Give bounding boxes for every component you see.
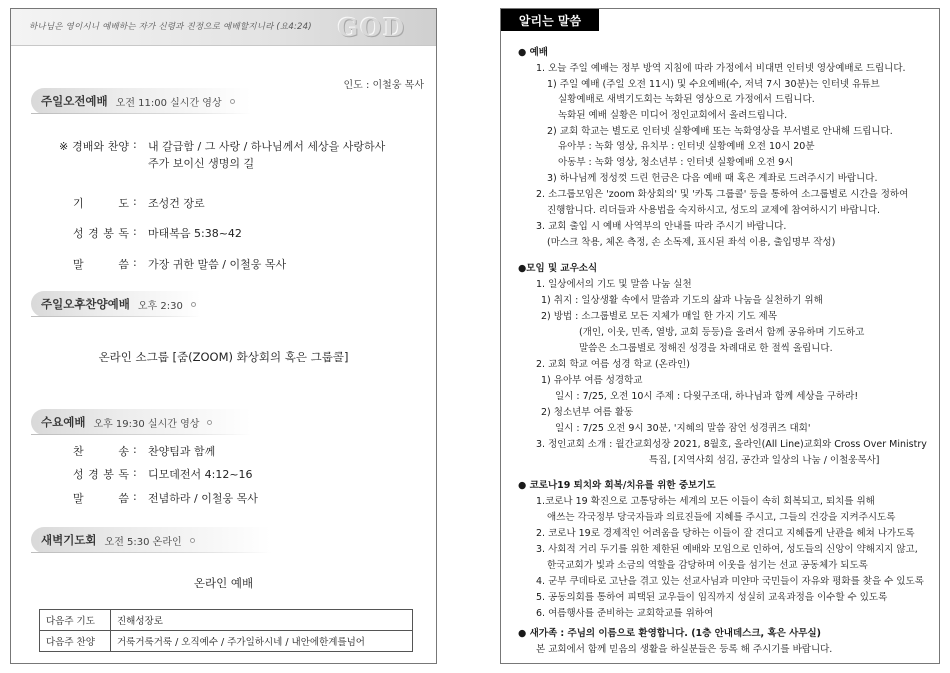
wednesday-section-bar xyxy=(31,409,251,435)
announcement-line: 일시 : 7/25, 오전 10시 주제 : 다윗구조대, 하나님과 함께 세상을 구하라! xyxy=(555,391,859,402)
dawn-online-note: 온라인 예배 xyxy=(193,576,254,590)
announcement-line: 2. 교회 학교 여름 성경 학교 (온라인) xyxy=(536,359,690,370)
announcement-line: 3) 하나님께 정성껏 드린 헌금은 다음 예배 때 혹은 계좌로 드려주시기 바랍니다. xyxy=(547,173,878,184)
sunday-morning-time: 오전 11:00 실시간 영상 xyxy=(115,97,222,109)
announcement-line: 5. 공동의회를 통하여 피택된 교우들이 임직까지 성실히 교육과정을 이수할 수 있도록 xyxy=(536,592,888,603)
wed-sermon-label: 말 씀 xyxy=(73,492,129,505)
section-underline xyxy=(31,113,251,114)
announcement-line: 3. 정인교회 소개 : 월간교회성장 2021, 8월호, 올라인(All Line)교회와 Cross Over Ministry xyxy=(536,439,927,450)
sermon-row: 말 씀 : 가장 귀한 말씀 / 이철웅 목사 xyxy=(73,256,287,271)
announcement-line: (마스크 착용, 체온 측정, 손 소독제, 표시된 좌석 이용, 출입명부 작성) xyxy=(547,237,836,248)
praise-songs: 내 갈급함 / 그 사랑 / 하나님께서 세상을 사랑하사 xyxy=(148,140,386,153)
section-dot-icon xyxy=(191,302,196,307)
announcement-line: 6. 여름행사를 준비하는 교회학교를 위하여 xyxy=(536,608,714,619)
sermon-label: 말 씀 xyxy=(73,258,129,271)
wed-hymn-label: 찬 송 xyxy=(73,445,129,458)
sunday-afternoon-title: 주일오후찬양예배 xyxy=(41,297,130,311)
praise-label: ※ 경배와 찬양 xyxy=(59,140,129,153)
wed-hymn-row: 찬 송 : 찬양팀과 함께 xyxy=(73,443,216,458)
scripture-value: 마태복음 5:38~42 xyxy=(148,227,242,240)
announcement-line: ●모임 및 교우소식 xyxy=(518,263,598,274)
scripture-row: 성 경 봉 독 : 마태복음 5:38~42 xyxy=(73,225,242,240)
dawn-section-bar xyxy=(31,527,271,553)
next-week-table xyxy=(39,609,413,652)
sunday-morning-title: 주일오전예배 xyxy=(41,94,108,108)
announcement-line: ● 새가족 : 주님의 이름으로 환영합니다. (1층 안내데스크, 혹은 사무실) xyxy=(518,628,821,639)
section-underline xyxy=(31,434,251,435)
wednesday-title: 수요예배 xyxy=(41,415,86,429)
announcement-line: 2) 방법 : 소그룹별로 모든 지체가 매일 한 가지 기도 제목 xyxy=(541,311,777,322)
announcement-line: 3. 사회적 거리 두기를 위한 제한된 예배와 모임으로 인하여, 성도들의 신앙이 약해지지 않고, xyxy=(536,544,918,555)
wed-sermon-value: 전념하라 / 이철웅 목사 xyxy=(148,492,258,505)
section-dot-icon xyxy=(190,538,195,543)
sermon-value: 가장 귀한 말씀 / 이철웅 목사 xyxy=(148,258,287,271)
worship-order-page xyxy=(10,8,437,664)
praise-songs-2: 주가 보이신 생명의 길 xyxy=(148,157,255,170)
prayer-label: 기 도 xyxy=(73,197,129,210)
worship-leader: 인도 : 이철웅 목사 xyxy=(343,80,424,91)
announcement-line: 진행합니다. 리더들과 사용법을 숙지하시고, 성도의 교제에 참여하시기 바랍니다. xyxy=(547,205,881,216)
wed-scripture-row: 성 경 봉 독 : 디모데전서 4:12~16 xyxy=(73,466,253,481)
announcement-line: 2. 코로나 19로 경제적인 어려움을 당하는 이들이 잘 견디고 지혜롭게 난관을 헤쳐 나가도록 xyxy=(536,528,915,539)
announcement-line: ● 예배 xyxy=(518,47,548,58)
dawn-title: 새벽기도회 xyxy=(41,533,97,547)
verse-banner xyxy=(11,9,436,46)
announcement-line: 본 교회에서 함께 믿음의 생활을 하실분들은 등록 해 주시기를 바랍니다. xyxy=(536,644,833,655)
wed-sermon-row: 말 씀 : 전념하라 / 이철웅 목사 xyxy=(73,490,258,505)
dawn-time: 오전 5:30 온라인 xyxy=(104,536,182,548)
announcements-page xyxy=(500,8,940,664)
announcement-line: 특집, [지역사회 섬김, 공간과 일상의 나눔 / 이철웅목사] xyxy=(649,455,880,466)
praise-row: ※ 경배와 찬양 : 내 갈급함 / 그 사랑 / 하나님께서 세상을 사랑하사 주가 보이신 생명의 길 xyxy=(59,138,386,170)
table-row xyxy=(40,610,413,631)
announcement-line: (개인, 이웃, 민족, 열방, 교회 등등)을 올려서 함께 공유하며 기도하고 xyxy=(579,327,865,338)
prayer-row: 기 도 : 조성건 장로 xyxy=(73,195,205,210)
announcement-line: 애쓰는 각국정부 당국자들과 의료진들에 지혜를 주시고, 그들의 건강을 지켜주시도록 xyxy=(547,512,896,523)
wed-hymn-value: 찬양팀과 함께 xyxy=(148,445,216,458)
section-dot-icon xyxy=(230,99,235,104)
announcement-line: 2) 교회 학교는 별도로 인터넷 실황예배 또는 녹화영상을 부서별로 안내해 드립니다. xyxy=(547,126,893,137)
announcement-line: 2. 소그룹모임은 'zoom 화상회의' 및 '카톡 그룹콜' 등을 통하여 소그룹별로 시간을 정하여 xyxy=(536,189,909,200)
announcement-line: 한국교회가 빛과 소금의 역할을 감당하며 이웃을 섬기는 선교 공동체가 되도록 xyxy=(547,560,868,571)
announcement-line: 2) 청소년부 여름 활동 xyxy=(541,407,634,418)
god-logo: GOD xyxy=(337,13,406,42)
announcement-line: 1. 오늘 주일 예배는 정부 방역 지침에 따라 가정에서 비대면 인터넷 영상예배로 드립니다. xyxy=(536,63,906,74)
table-row xyxy=(40,631,413,652)
announcements-header: 알리는 말씀 xyxy=(501,9,599,31)
prayer-value: 조성건 장로 xyxy=(148,197,205,210)
announcement-line: 말씀은 소그룹별로 정해진 성경을 차례대로 한 절씩 올립니다. xyxy=(579,343,833,354)
announcement-line: 1. 일상에서의 기도 및 말씀 나눔 실천 xyxy=(536,279,692,290)
next-week-prayer-value: 진해성장로 xyxy=(111,610,413,631)
sunday-afternoon-time: 오후 2:30 xyxy=(137,300,183,312)
announcement-line: 녹화된 예배 실황은 미디어 정인교회에서 올려드립니다. xyxy=(558,110,788,121)
announcement-line: 1) 취지 : 일상생활 속에서 말씀과 기도의 삶과 나눔을 실천하기 위해 xyxy=(541,295,823,306)
announcement-line: 1.코로나 19 확진으로 고통당하는 세계의 모든 이들이 속히 회복되고, 퇴치를 위해 xyxy=(536,496,875,507)
announcement-line: 유아부 : 녹화 영상, 유치부 : 인터넷 실황예배 오전 10시 20분 xyxy=(558,141,815,152)
wednesday-time: 오후 19:30 실시간 영상 xyxy=(93,418,200,430)
announcement-line: 일시 : 7/25 오전 9시 30분, '지혜의 말씀 잠언 성경퀴즈 대회' xyxy=(555,423,811,434)
section-underline xyxy=(31,316,201,317)
scripture-label: 성 경 봉 독 xyxy=(73,227,129,240)
announcement-line: 1) 주일 예배 (주일 오전 11시) 및 수요예배(수, 저녁 7시 30분)는 인터넷 유튜브 xyxy=(547,79,880,90)
announcement-line: 3. 교회 출입 시 예배 사역부의 안내를 따라 주시기 바랍니다. xyxy=(536,221,787,232)
wed-scripture-value: 디모데전서 4:12~16 xyxy=(148,468,253,481)
next-week-praise-value: 거룩거룩거룩 / 오직예수 / 주가일하시네 / 내안에한계를넘어 xyxy=(111,631,413,652)
next-week-praise-key: 다음주 찬양 xyxy=(40,631,111,652)
next-week-prayer-key: 다음주 기도 xyxy=(40,610,111,631)
section-dot-icon xyxy=(207,420,212,425)
sunday-morning-section-bar xyxy=(31,88,251,114)
announcement-line: 4. 군부 쿠데타로 고난을 겪고 있는 선교사님과 미얀마 국민들이 자유와 평화를 찾을 수 있도록 xyxy=(536,576,924,587)
announcement-line: 1) 유아부 여름 성경학교 xyxy=(541,375,643,386)
announcement-line: ● 코로나19 퇴치와 회복/치유를 위한 중보기도 xyxy=(518,480,716,491)
banner-verse: 하나님은 영이시니 예배하는 자가 신령과 진정으로 예배할지니라 (요4:24) xyxy=(29,22,312,32)
afternoon-online-note: 온라인 소그룹 [줌(ZOOM) 화상회의 혹은 그룹콜] xyxy=(98,350,349,364)
announcement-line: 실황예배로 새벽기도회는 녹화된 영상으로 가정에서 드립니다. xyxy=(558,94,815,105)
announcement-line: 아동부 : 녹화 영상, 청소년부 : 인터넷 실황예배 오전 9시 xyxy=(558,157,794,168)
section-underline xyxy=(31,552,271,553)
wed-scripture-label: 성 경 봉 독 xyxy=(73,468,129,481)
sunday-afternoon-section-bar xyxy=(31,291,201,317)
